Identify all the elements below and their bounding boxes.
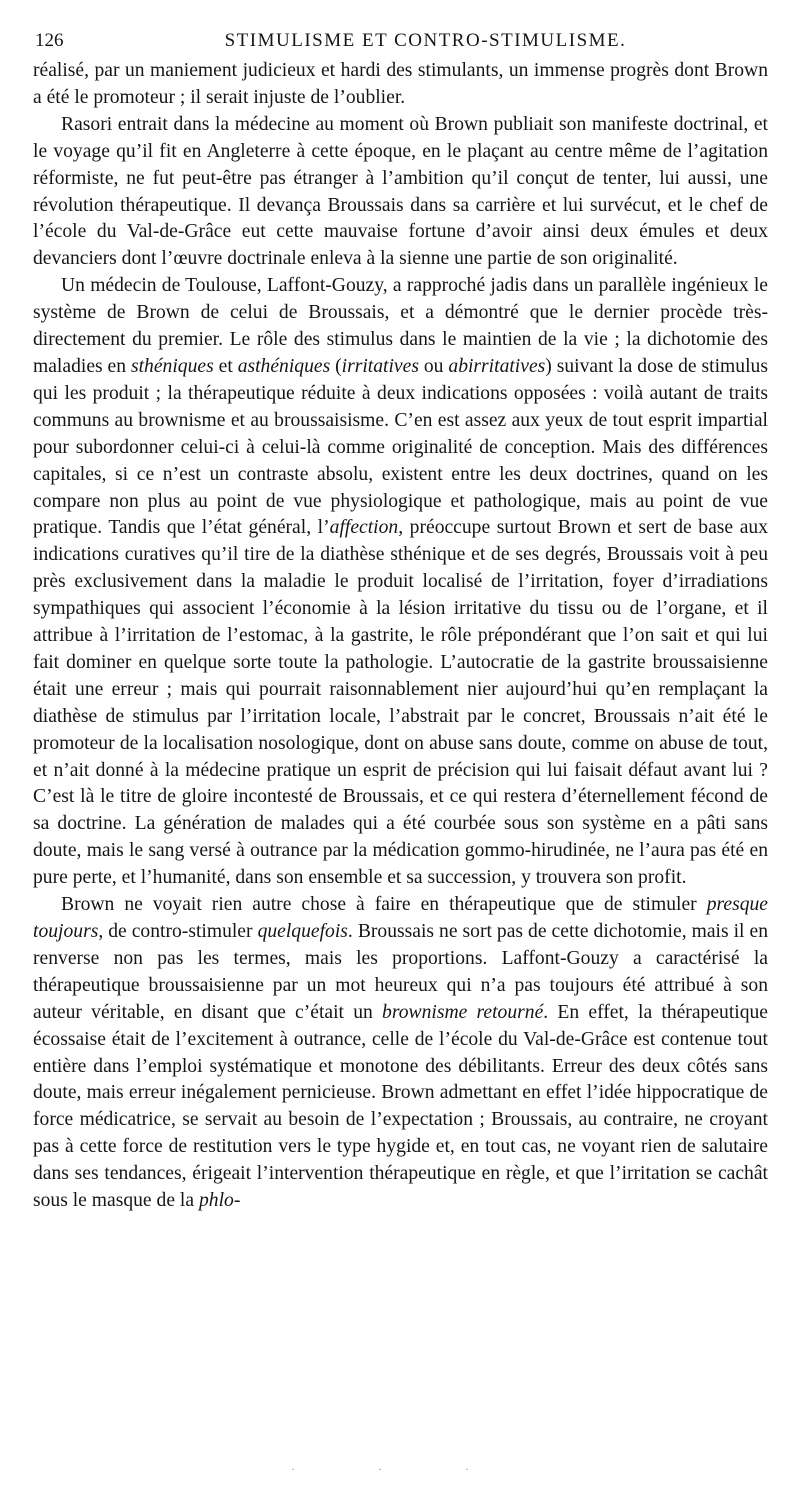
text-run: , préoccupe surtout Brown et sert de base aux indications curatives qu’il tire de la diathèse sthénique et de ses degrés, Broussais voit à peu près exclusivement dans la maladie le produit localisé de l’irritation, foyer d’irradiations sympathiques qui associent l’économie à la lésion irritative du tissu ou de l’organe, et il attribue à l’irritation de l’estomac, à la gastrite, le rôle prépondérant que l’on sait et qui lui fait dominer en quelque sorte toute la pathologie. L’autocratie de la gastrite broussaisienne était une erreur ; mais qui pourrait raisonnablement nier aujourd’hui qu’en remplaçant la diathèse de stimulus par l’irritation locale, l’abstrait par le concret, Broussais n’ait été le promoteur de la localisation nosologique, dont on abuse sans doute, comme on abuse de tout, et n’ait donné à la médecine pratique un esprit de précision qui lui faisait défaut avant lui ? C’est là le titre de gloire incontesté de Broussais, et ce qui restera d’éternellement fécond de sa doctrine. La génération de malades qui a été courbée sous son système en a pâti sans doute, mais le sang versé à outrance par la médication gommo-hirudinée, ne l’aura pas été en pure perte, et l’humanité, dans son ensemble et sa succession, y trouvera son profit. xyxy=(33,517,768,889)
body-text xyxy=(33,58,768,1215)
text-run: ou xyxy=(423,355,444,377)
paragraph-brown xyxy=(33,892,768,1215)
text-run: et xyxy=(218,355,233,377)
paragraph-continuation xyxy=(33,58,768,112)
print-marks: · · · xyxy=(291,1462,509,1476)
paragraph-laffont-gouzy xyxy=(33,273,768,892)
italic-term: irritatives xyxy=(341,355,419,377)
text-run: Un médecin de Toulouse, Laffont-Gouzy, a rapproché jadis dans un parallèle ingénieux le système de Brown de celui de Broussais, et a démontré que le dernier procède très-directement du premier. Le rôle des stimulus dans le maintien de la vie ; la dichotomie des maladies en xyxy=(33,275,768,377)
text-run: . En effet, la thérapeutique écossaise était de l’excitement à outrance, celle de l’école du Val-de-Grâce est contenue tout entière dans l’emploi systématique et monotone des débilitants. Erreur des deux côtés sans doute, mais erreur inégalement pernicieuse. Brown admettant en effet l’idée hippocratique de force médicatrice, se servait au besoin de l’expectation ; Broussais, au contraire, ne croyant pas à cette force de restitution vers le type hygide et, en tout cas, ne voyant rien de salutaire dans ses tendances, érigeait l’intervention thérapeutique en règle, et que l’irritation se cachât sous le masque de la xyxy=(33,1001,768,1212)
text-run: Rasori entrait dans la médecine au moment où Brown publiait son manifeste doctrinal, et le voyage qu’il fit en Angleterre à cette époque, en le plaçant au centre même de l’agitation réformiste, ne fut peut-être pas étranger à l’ambition qu’il conçut de tenter, lui aussi, une révolution thérapeutique. Il devança Broussais dans sa carrière et lui survécut, et le chef de l’école du Val-de-Grâce eut cette mauvaise fortune d’avoir ainsi deux émules et deux devanciers dont l’œuvre doctrinale enleva à la sienne une partie de son originalité. xyxy=(33,113,768,270)
text-run: ) suivant la dose de stimulus qui les produit ; la thérapeutique réduite à deux indications opposées : voilà autant de traits communs au brownisme et au broussaisisme. C’en est assez aux yeux de tout esprit impartial pour subordonner celui-ci à celui-là comme originalité de conception. Mais des différences capitales, si ce n’est un contraste absolu, existent entre les deux doctrines, quand on les compare non plus au point de vue physiologique et pathologique, mais au point de vue pratique. Tandis que l’état général, l’ xyxy=(33,355,768,539)
page-number: 126 xyxy=(35,30,64,51)
italic-term: sthéniques xyxy=(130,355,214,377)
text-run: ( xyxy=(335,355,342,377)
italic-term: abirritatives xyxy=(448,355,546,377)
text-run: , de contro-stimuler xyxy=(98,921,253,942)
italic-term: phlo- xyxy=(198,1190,241,1212)
running-head xyxy=(33,28,768,58)
text-run: Brown ne voyait rien autre chose à faire en thérapeutique que de stimuler xyxy=(61,894,697,916)
text-run: réalisé, par un maniement judicieux et hardi des stimulants, un immense progrès dont Brown a été le promoteur ; il serait injuste de l’oublier. xyxy=(33,60,768,108)
italic-term: presque toujours xyxy=(33,894,768,942)
italic-term: asthéniques xyxy=(237,355,331,377)
italic-term: quelquefois xyxy=(257,921,348,942)
italic-term: affection xyxy=(329,517,399,539)
text-run: . Broussais ne sort pas de cette dichotomie, mais il en renverse non pas les termes, mais les proportions. Laffont-Gouzy a caractérisé la thérapeutique broussaisienne par un mot heureux qui n’a pas toujours été attribué à son auteur véritable, en disant que c’était un xyxy=(33,921,768,1023)
paragraph-rasori xyxy=(33,112,768,273)
italic-term: brownisme retourné xyxy=(382,1001,544,1023)
running-title: STIMULISME ET CONTRO-STIMULISME. xyxy=(224,30,627,51)
